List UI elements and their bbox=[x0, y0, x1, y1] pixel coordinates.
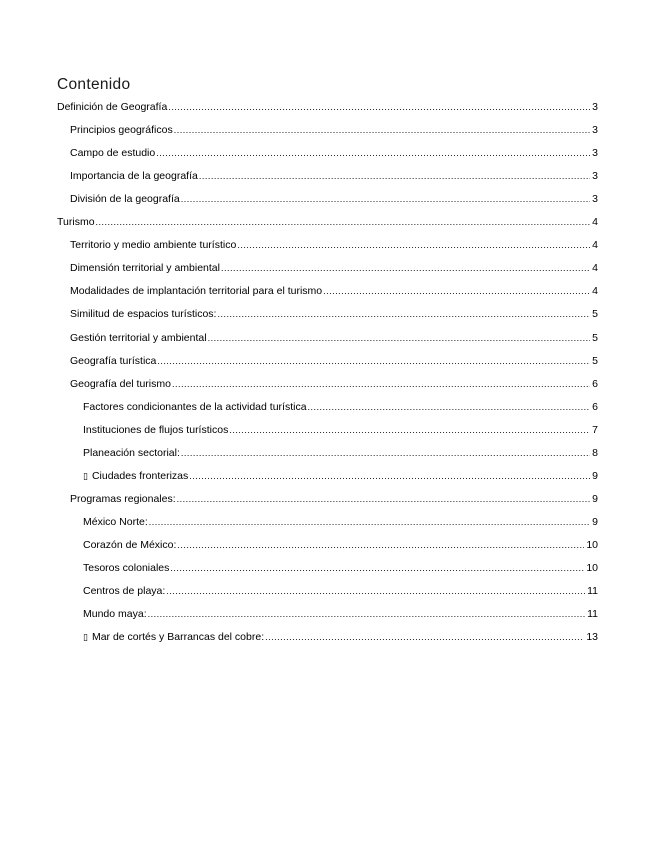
toc-dot-leader bbox=[166, 583, 585, 599]
toc-entry[interactable] bbox=[83, 537, 598, 553]
toc-dot-leader bbox=[170, 560, 584, 576]
toc-dot-leader bbox=[229, 422, 590, 438]
toc-entry[interactable] bbox=[70, 191, 598, 207]
toc-page-number: 5 bbox=[592, 331, 598, 344]
toc-dot-leader bbox=[96, 214, 591, 230]
toc-page-number: 6 bbox=[592, 377, 598, 390]
toc-entry[interactable] bbox=[83, 629, 598, 645]
toc-entry-label: Dimensión territorial y ambiental bbox=[70, 262, 220, 275]
toc-entry-label: Similitud de espacios turísticos: bbox=[70, 308, 217, 321]
toc-dot-leader bbox=[177, 537, 584, 553]
toc-page-number: 10 bbox=[586, 538, 598, 551]
toc-entry[interactable] bbox=[83, 422, 598, 438]
toc-entry-label: Principios geográficos bbox=[70, 124, 173, 137]
toc-entry[interactable] bbox=[70, 283, 598, 299]
toc-entry-label: Campo de estudio bbox=[70, 147, 156, 160]
toc-entry-label: Instituciones de flujos turísticos bbox=[83, 423, 229, 436]
toc-entry[interactable] bbox=[70, 122, 598, 138]
toc-entry-label: Corazón de México: bbox=[83, 538, 177, 551]
toc-entry-label: Mar de cortés y Barrancas del cobre: bbox=[91, 631, 265, 644]
toc-dot-leader bbox=[221, 260, 590, 276]
toc-entry[interactable] bbox=[83, 560, 598, 576]
toc-entry[interactable] bbox=[70, 306, 598, 322]
toc-entry[interactable] bbox=[70, 353, 598, 369]
toc-entry[interactable] bbox=[70, 237, 598, 253]
toc-entry[interactable] bbox=[83, 468, 598, 484]
toc-page-number: 9 bbox=[592, 492, 598, 505]
toc-page-number: 3 bbox=[592, 101, 598, 113]
toc-entry-label: Centros de playa: bbox=[83, 585, 166, 598]
toc-title: Contenido bbox=[57, 76, 131, 93]
toc-entry[interactable] bbox=[70, 168, 598, 184]
toc-entry-label: Programas regionales: bbox=[70, 492, 176, 505]
toc-dot-leader bbox=[308, 399, 591, 415]
toc-page-number: 9 bbox=[592, 515, 598, 528]
toc-dot-leader bbox=[265, 629, 584, 645]
toc-page-number: 4 bbox=[592, 262, 598, 275]
toc-dot-leader bbox=[208, 330, 591, 346]
toc-entry-label: Tesoros coloniales bbox=[83, 562, 170, 574]
toc-entry-label: Importancia de la geografía bbox=[70, 170, 198, 183]
toc-entry-label: México Norte: bbox=[83, 515, 148, 528]
toc-dot-leader bbox=[189, 468, 590, 484]
toc-entry-label: Geografía del turismo bbox=[70, 377, 171, 390]
toc-page-number: 11 bbox=[587, 585, 598, 598]
toc-entry[interactable] bbox=[70, 330, 598, 346]
toc-dot-leader bbox=[199, 168, 590, 184]
toc-dot-leader bbox=[168, 99, 590, 115]
toc-entry-label: Geografía turística bbox=[70, 354, 157, 367]
toc-dot-leader bbox=[156, 145, 590, 161]
toc-page-number: 9 bbox=[592, 469, 598, 482]
toc-entry-label: Modalidades de implantación territorial para el turismo bbox=[70, 285, 323, 298]
toc-entry-label: División de la geografía bbox=[70, 193, 180, 206]
toc-entry[interactable] bbox=[70, 376, 598, 392]
toc-dot-leader bbox=[172, 376, 590, 392]
toc-dot-leader bbox=[181, 445, 590, 461]
toc-page-number: 3 bbox=[592, 170, 598, 183]
bullet-placeholder-icon: ▯ bbox=[83, 632, 88, 643]
toc-page-number: 5 bbox=[592, 308, 598, 321]
toc-page-number: 6 bbox=[592, 400, 598, 413]
toc-dot-leader bbox=[157, 353, 590, 369]
toc-entry[interactable] bbox=[70, 145, 598, 161]
toc-page-number: 4 bbox=[592, 216, 598, 229]
toc-entry-label: Mundo maya: bbox=[83, 608, 147, 621]
toc-entry[interactable] bbox=[83, 399, 598, 415]
toc-page-number: 7 bbox=[592, 423, 598, 436]
toc-entry[interactable] bbox=[57, 214, 598, 230]
toc-dot-leader bbox=[174, 122, 590, 138]
toc-dot-leader bbox=[181, 191, 590, 207]
toc-entry[interactable] bbox=[83, 583, 598, 599]
toc-page-number: 3 bbox=[592, 193, 598, 206]
toc-page-number: 4 bbox=[592, 285, 598, 298]
toc-dot-leader bbox=[177, 491, 591, 507]
toc-entry-label: Planeación sectorial: bbox=[83, 446, 180, 459]
toc-entry[interactable] bbox=[83, 445, 598, 461]
toc-page-number: 8 bbox=[592, 446, 598, 459]
bullet-placeholder-icon: ▯ bbox=[83, 470, 88, 481]
toc-page-number: 5 bbox=[592, 354, 598, 367]
toc-entry-label: Gestión territorial y ambiental bbox=[70, 331, 207, 344]
toc-page-number: 3 bbox=[592, 147, 598, 160]
toc-entry[interactable] bbox=[57, 99, 598, 115]
toc-entry-label: Factores condicionantes de la actividad turística bbox=[83, 400, 307, 413]
toc-entry-label: Turismo bbox=[57, 216, 95, 229]
toc-entry-label: Ciudades fronterizas bbox=[91, 469, 189, 482]
toc-dot-leader bbox=[149, 514, 590, 530]
toc-dot-leader bbox=[323, 283, 590, 299]
toc-page-number: 11 bbox=[587, 608, 598, 621]
toc-page-number: 3 bbox=[592, 124, 598, 137]
toc-entry-label: Territorio y medio ambiente turístico bbox=[70, 239, 237, 252]
toc-page-number: 13 bbox=[586, 631, 598, 644]
toc-entry[interactable] bbox=[83, 606, 598, 622]
toc-dot-leader bbox=[148, 606, 585, 622]
toc-dot-leader bbox=[237, 237, 590, 253]
toc-dot-leader bbox=[217, 306, 590, 322]
toc-page-number: 4 bbox=[592, 239, 598, 252]
toc-entry-label: Definición de Geografía bbox=[57, 101, 168, 113]
toc-entry[interactable] bbox=[83, 514, 598, 530]
toc-entry[interactable] bbox=[70, 491, 598, 507]
toc-entry[interactable] bbox=[70, 260, 598, 276]
toc-page-number: 10 bbox=[586, 562, 598, 574]
